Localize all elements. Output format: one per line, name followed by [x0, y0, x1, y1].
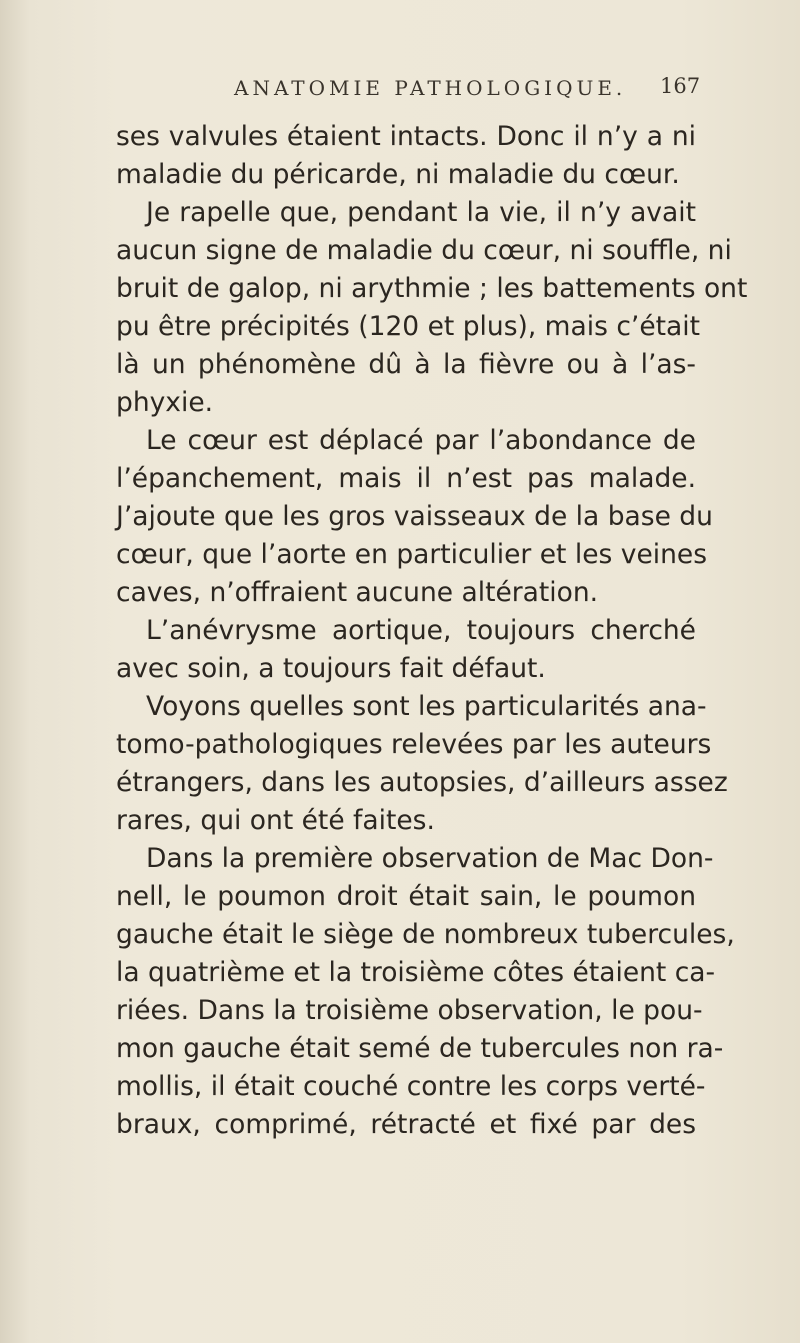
text-line: maladie du péricarde, ni maladie du cœur. [116, 159, 680, 190]
text-line: l’épanchement, mais il n’est pas malade. [116, 463, 696, 494]
text-line: Dans la première observation de Mac Don- [146, 843, 714, 874]
text-line: Le cœur est déplacé par l’abondance de [146, 425, 696, 456]
text-line: mollis, il était couché contre les corps verté- [116, 1071, 706, 1102]
text-line: braux, comprimé, rétracté et fixé par des [116, 1109, 696, 1140]
text-line: L’anévrysme aortique, toujours cherché [146, 615, 696, 646]
text-line: Voyons quelles sont les particularités ana- [146, 691, 707, 722]
text-line: étrangers, dans les autopsies, d’ailleurs assez [116, 767, 728, 798]
text-line: nell, le poumon droit était sain, le poumon [116, 881, 696, 912]
text-line: aucun signe de maladie du cœur, ni souffle, ni [116, 235, 732, 266]
text-line: là un phénomène dû à la fièvre ou à l’as- [116, 349, 696, 380]
running-head [0, 70, 800, 110]
text-line: bruit de galop, ni arythmie ; les battements ont [116, 273, 748, 304]
text-line: gauche était le siège de nombreux tubercules, [116, 919, 735, 950]
text-line: avec soin, a toujours fait défaut. [116, 653, 546, 684]
text-line: pu être précipités (120 et plus), mais c’était [116, 311, 701, 342]
text-line: J’ajoute que les gros vaisseaux de la base du [116, 501, 713, 532]
page-number: 167 [660, 74, 701, 98]
text-line: phyxie. [116, 387, 214, 418]
running-title: ANATOMIE PATHOLOGIQUE. [234, 76, 627, 100]
text-line: rares, qui ont été faites. [116, 805, 435, 836]
text-line: caves, n’offraient aucune altération. [116, 577, 599, 608]
text-line: tomo-pathologiques relevées par les auteurs [116, 729, 712, 760]
text-line: la quatrième et la troisième côtes étaient ca- [116, 957, 716, 988]
text-line: riées. Dans la troisième observation, le pou- [116, 995, 703, 1026]
text-line: cœur, que l’aorte en particulier et les veines [116, 539, 708, 570]
text-line: ses valvules étaient intacts. Donc il n’y a ni [116, 121, 696, 152]
text-line: Je rapelle que, pendant la vie, il n’y avait [146, 197, 696, 228]
text-line: mon gauche était semé de tubercules non ra- [116, 1033, 724, 1064]
